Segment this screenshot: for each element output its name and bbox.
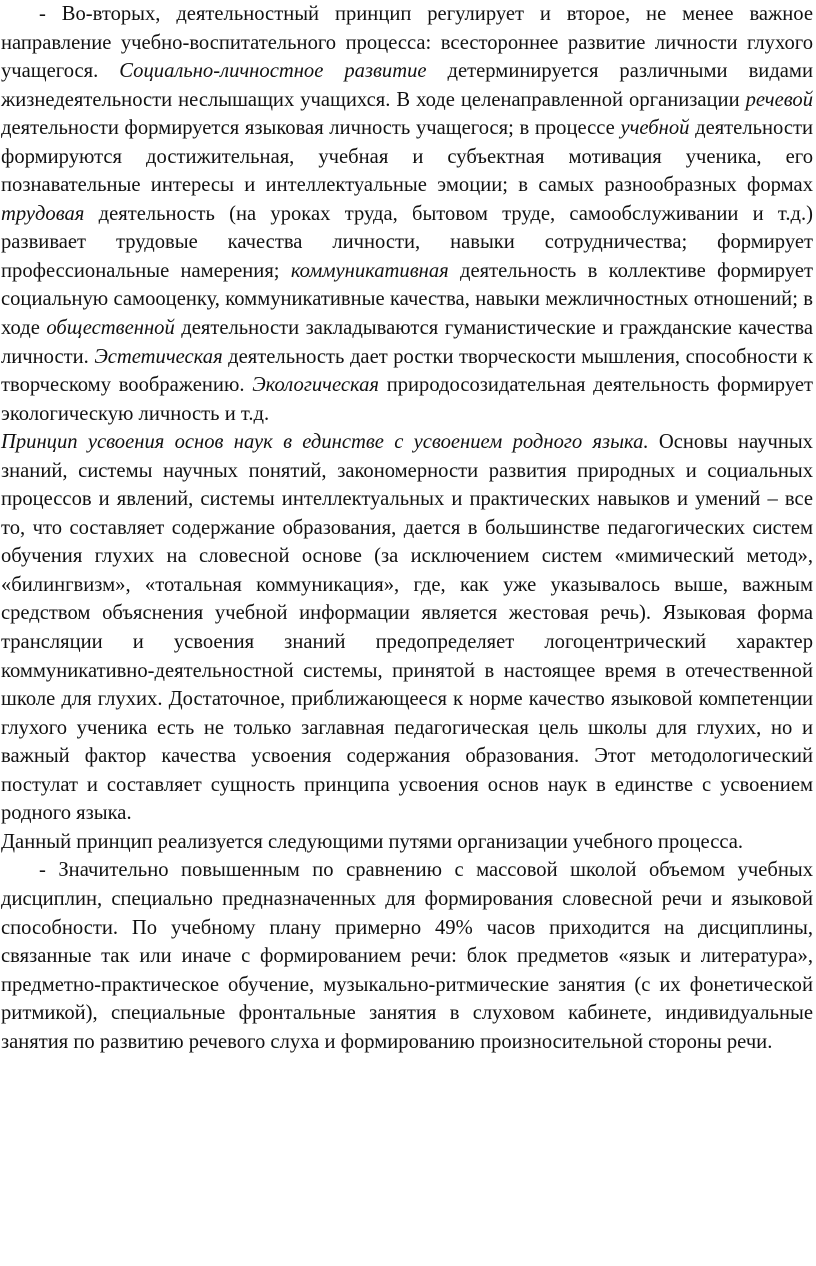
italic-term-labor: трудовая	[1, 202, 85, 225]
paragraph-second-principle	[1, 0, 813, 428]
text-run: деятельности формируется языковая личность учащегося; в процессе	[1, 117, 621, 140]
italic-term-ecological: Экологическая	[252, 374, 379, 397]
text-run: деятельность дает ростки творческости мышления, способности к творческому воображению.	[1, 345, 813, 397]
text-run: - Во-вторых, деятельностный принцип регулирует и второе, не менее важное направление учебно-воспитательного процесса: всестороннее развитие личности глухого учащегося.	[1, 3, 813, 83]
italic-term-communicative: коммуникативная	[290, 259, 449, 282]
italic-term-social-personal: Социально-личностное развитие	[119, 60, 427, 83]
text-run: деятельности закладываются гуманистические и гражданские качества личности.	[1, 317, 813, 368]
principle-heading: Принцип усвоения основ наук в единстве с усвоением родного языка.	[1, 431, 649, 454]
paragraph-increased-volume	[1, 856, 813, 1056]
text-run: - Значительно повышенным по сравнению с массовой школой объемом учебных дисциплин, специально предназначенных для формирования словесной речи и языковой способности. По учебному плану примерно 49% часов приходится на дисциплины, связанные так или иначе с формированием речи: блок предметов «язык и литература», предметно-практическое обучение, музыкально-ритмические занятия (с их фонетической ритмикой), специальные фронтальные занятия в слуховом кабинете, индивидуальные занятия по развитию речевого слуха и формированию произносительной стороны речи.	[1, 859, 813, 1053]
italic-term-aesthetic: Эстетическая	[94, 345, 223, 368]
text-run: деятельность (на уроках труда, бытовом труде, самообслуживании и т.д.) развивает трудовые качества личности, навыки сотрудничества; формирует профессиональные намерения;	[1, 202, 813, 282]
text-run: Данный принцип реализуется следующими путями организации учебного процесса.	[1, 830, 744, 853]
text-run: деятельность в коллективе формирует социальную самооценку, коммуникативные качества, навыки межличностных отношений; в ходе	[1, 259, 813, 340]
text-run: детерминируется различными видами жизнедеятельности неслышащих учащихся. В ходе целенаправленной организации	[1, 60, 813, 111]
paragraph-native-language-principle	[1, 428, 813, 828]
italic-term-speech: речевой	[745, 88, 813, 111]
paragraph-implementation	[1, 828, 813, 857]
italic-term-educational: учебной	[620, 117, 690, 140]
text-run: Основы научных знаний, системы научных понятий, закономерности развития природных и социальных процессов и явлений, системы интеллектуальных и практических навыков и умений – все то, что составляет содержание образования, дается в большинстве педагогических систем обучения глухих на словесной основе (за исключением систем «мимический метод», «билингвизм», «тотальная коммуникация», где, как уже указывалось выше, важным средством объяснения учебной информации является жестовая речь). Языковая форма трансляции и усвоения знаний предопределяет логоцентрический характер коммуникативно-деятельностной системы, принятой в настоящее время в отечественной школе для глухих. Достаточное, приближающееся к норме качество языковой компетенции глухого ученика есть не только заглавная педагогическая цель школы для глухих, но и важный фактор качества усвоения содержания образования. Этот методологический постулат и составляет сущность принципа усвоения основ наук в единстве с усвоением родного языка.	[1, 431, 813, 825]
text-run: деятельности формируются достижительная, учебная и субъектная мотивация ученика, его познавательные интересы и интеллектуальные эмоции; в самых разнообразных формах	[1, 117, 813, 197]
italic-term-public: общественной	[46, 317, 175, 340]
text-run: природосозидательная деятельность формирует экологическую личность и т.д.	[1, 374, 813, 425]
